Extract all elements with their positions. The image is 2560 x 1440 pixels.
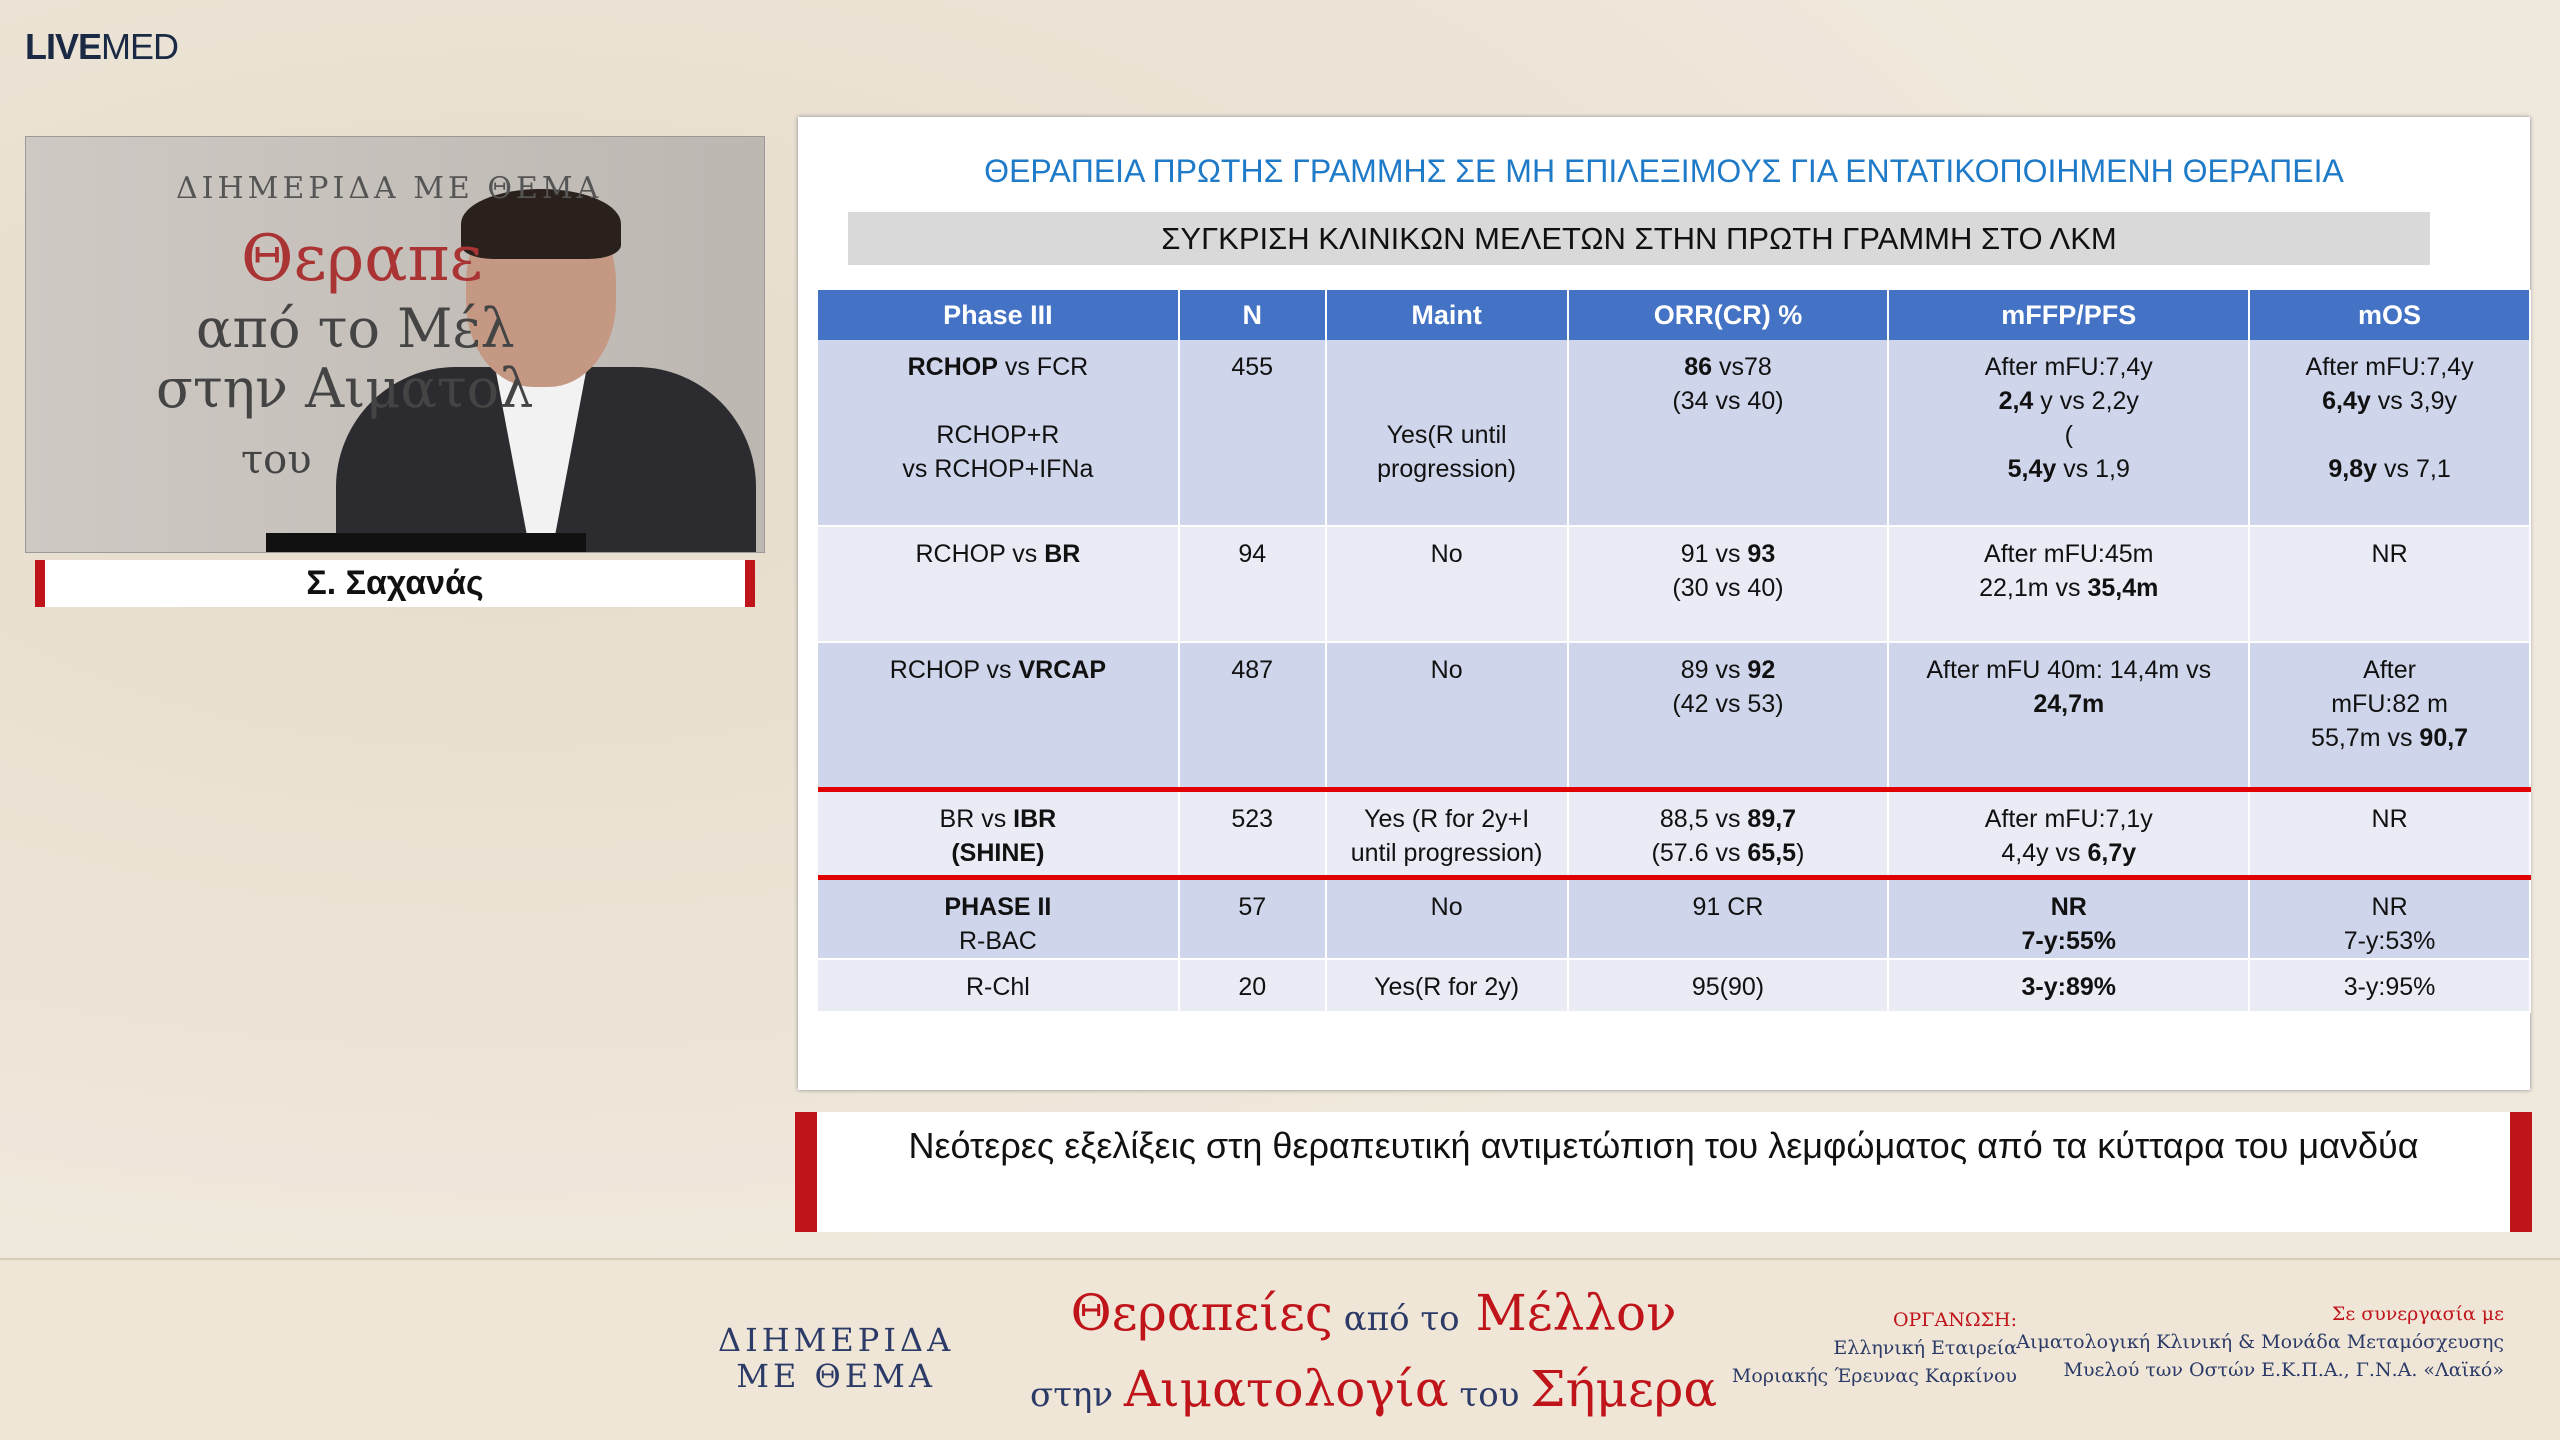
col-header: N	[1179, 290, 1326, 340]
table-row: RCHOP vs FCR RCHOP+R vs RCHOP+IFNa 455 Yes(R until progression) 86 vs78 (34 vs 40) After mFU:7,4y 2,4 y vs 2,2y ( 5,4y vs 1,9 After mFU:7,4y 6,4y vs 3,9y 9,8y vs 7,1	[818, 340, 2530, 526]
col-header: ORR(CR) %	[1568, 290, 1889, 340]
video-backdrop-text: ΔΙΗΜΕΡΙΔΑ ΜΕ ΘΕΜΑ	[176, 171, 603, 206]
col-header: Phase III	[818, 290, 1179, 340]
collaborator: Σε συνεργασία με Αιματολογική Κλινική & Μονάδα Μεταμόσχευσης Μυελού των Οστών Ε.Κ.Π.Α., Γ.Ν.Α. «Λαϊκό»	[2016, 1303, 2504, 1381]
video-backdrop-text: στην Αιματολ	[156, 357, 534, 420]
video-backdrop-text: από το Μέλ	[196, 297, 515, 360]
event-label: ΔΙΗΜΕΡΙΔΑ ΜΕ ΘΕΜΑ	[718, 1321, 955, 1395]
table-row-highlighted: BR vs IBR (SHINE) 523 Yes (R for 2y+I until progression) 88,5 vs 89,7 (57.6 vs 65,5) After mFU:7,1y 4,4y vs 6,7y NR	[818, 789, 2530, 877]
slide-title: ΘΕΡΑΠΕΙΑ ΠΡΩΤΗΣ ΓΡΑΜΜΗΣ ΣΕ ΜΗ ΕΠΙΛΕΞΙΜΟΥΣ ΓΙΑ ΕΝΤΑΤΙΚΟΠΟΙΗΜΕΝΗ ΘΕΡΑΠΕΙΑ	[984, 153, 2344, 189]
event-footer	[0, 1258, 2560, 1440]
presentation-slide	[798, 117, 2530, 1090]
speaker-video	[25, 136, 765, 553]
table-row: R-Chl 20 Yes(R for 2y) 95(90) 3-y:89% 3-y:95%	[818, 959, 2530, 1012]
video-backdrop-text: Θεραπε	[241, 222, 483, 296]
slide-subtitle: ΣΥΓΚΡΙΣΗ ΚΛΙΝΙΚΩΝ ΜΕΛΕΤΩΝ ΣΤΗΝ ΠΡΩΤΗ ΓΡΑΜΜΗ ΣΤΟ ΛΚΜ	[848, 212, 2430, 265]
podium	[266, 533, 586, 553]
table-row: RCHOP vs VRCAP 487 No 89 vs 92 (42 vs 53) After mFU 40m: 14,4m vs 24,7m After mFU:82 m 55,7m vs 90,7	[818, 642, 2530, 789]
talk-title-caption: Νεότερες εξελίξεις στη θεραπευτική αντιμετώπιση του λεμφώματος από τα κύτταρα του μανδύα	[795, 1112, 2532, 1232]
comparison-table	[818, 290, 2531, 1013]
col-header: mFFP/PFS	[1888, 290, 2249, 340]
col-header: mOS	[2249, 290, 2530, 340]
table-row: PHASE II R-BAC 57 No 91 CR NR 7-y:55% NR 7-y:53%	[818, 877, 2530, 959]
table-row: RCHOP vs BR 94 No 91 vs 93 (30 vs 40) After mFU:45m 22,1m vs 35,4m NR	[818, 526, 2530, 642]
speaker-name: Σ. Σαχανάς	[35, 560, 755, 607]
video-backdrop-text: του	[241, 437, 312, 483]
livemed-logo: LIVEMED	[25, 26, 179, 67]
organizer: ΟΡΓΑΝΩΣΗ: Ελληνική Εταιρεία Μοριακής Έρευνας Καρκίνου	[1731, 1309, 2017, 1387]
event-title: Θεραπείες από το Μέλλον στην Αιματολογία του Σήμερα	[1030, 1284, 1718, 1418]
table-header	[818, 290, 2530, 340]
col-header: Maint	[1326, 290, 1568, 340]
